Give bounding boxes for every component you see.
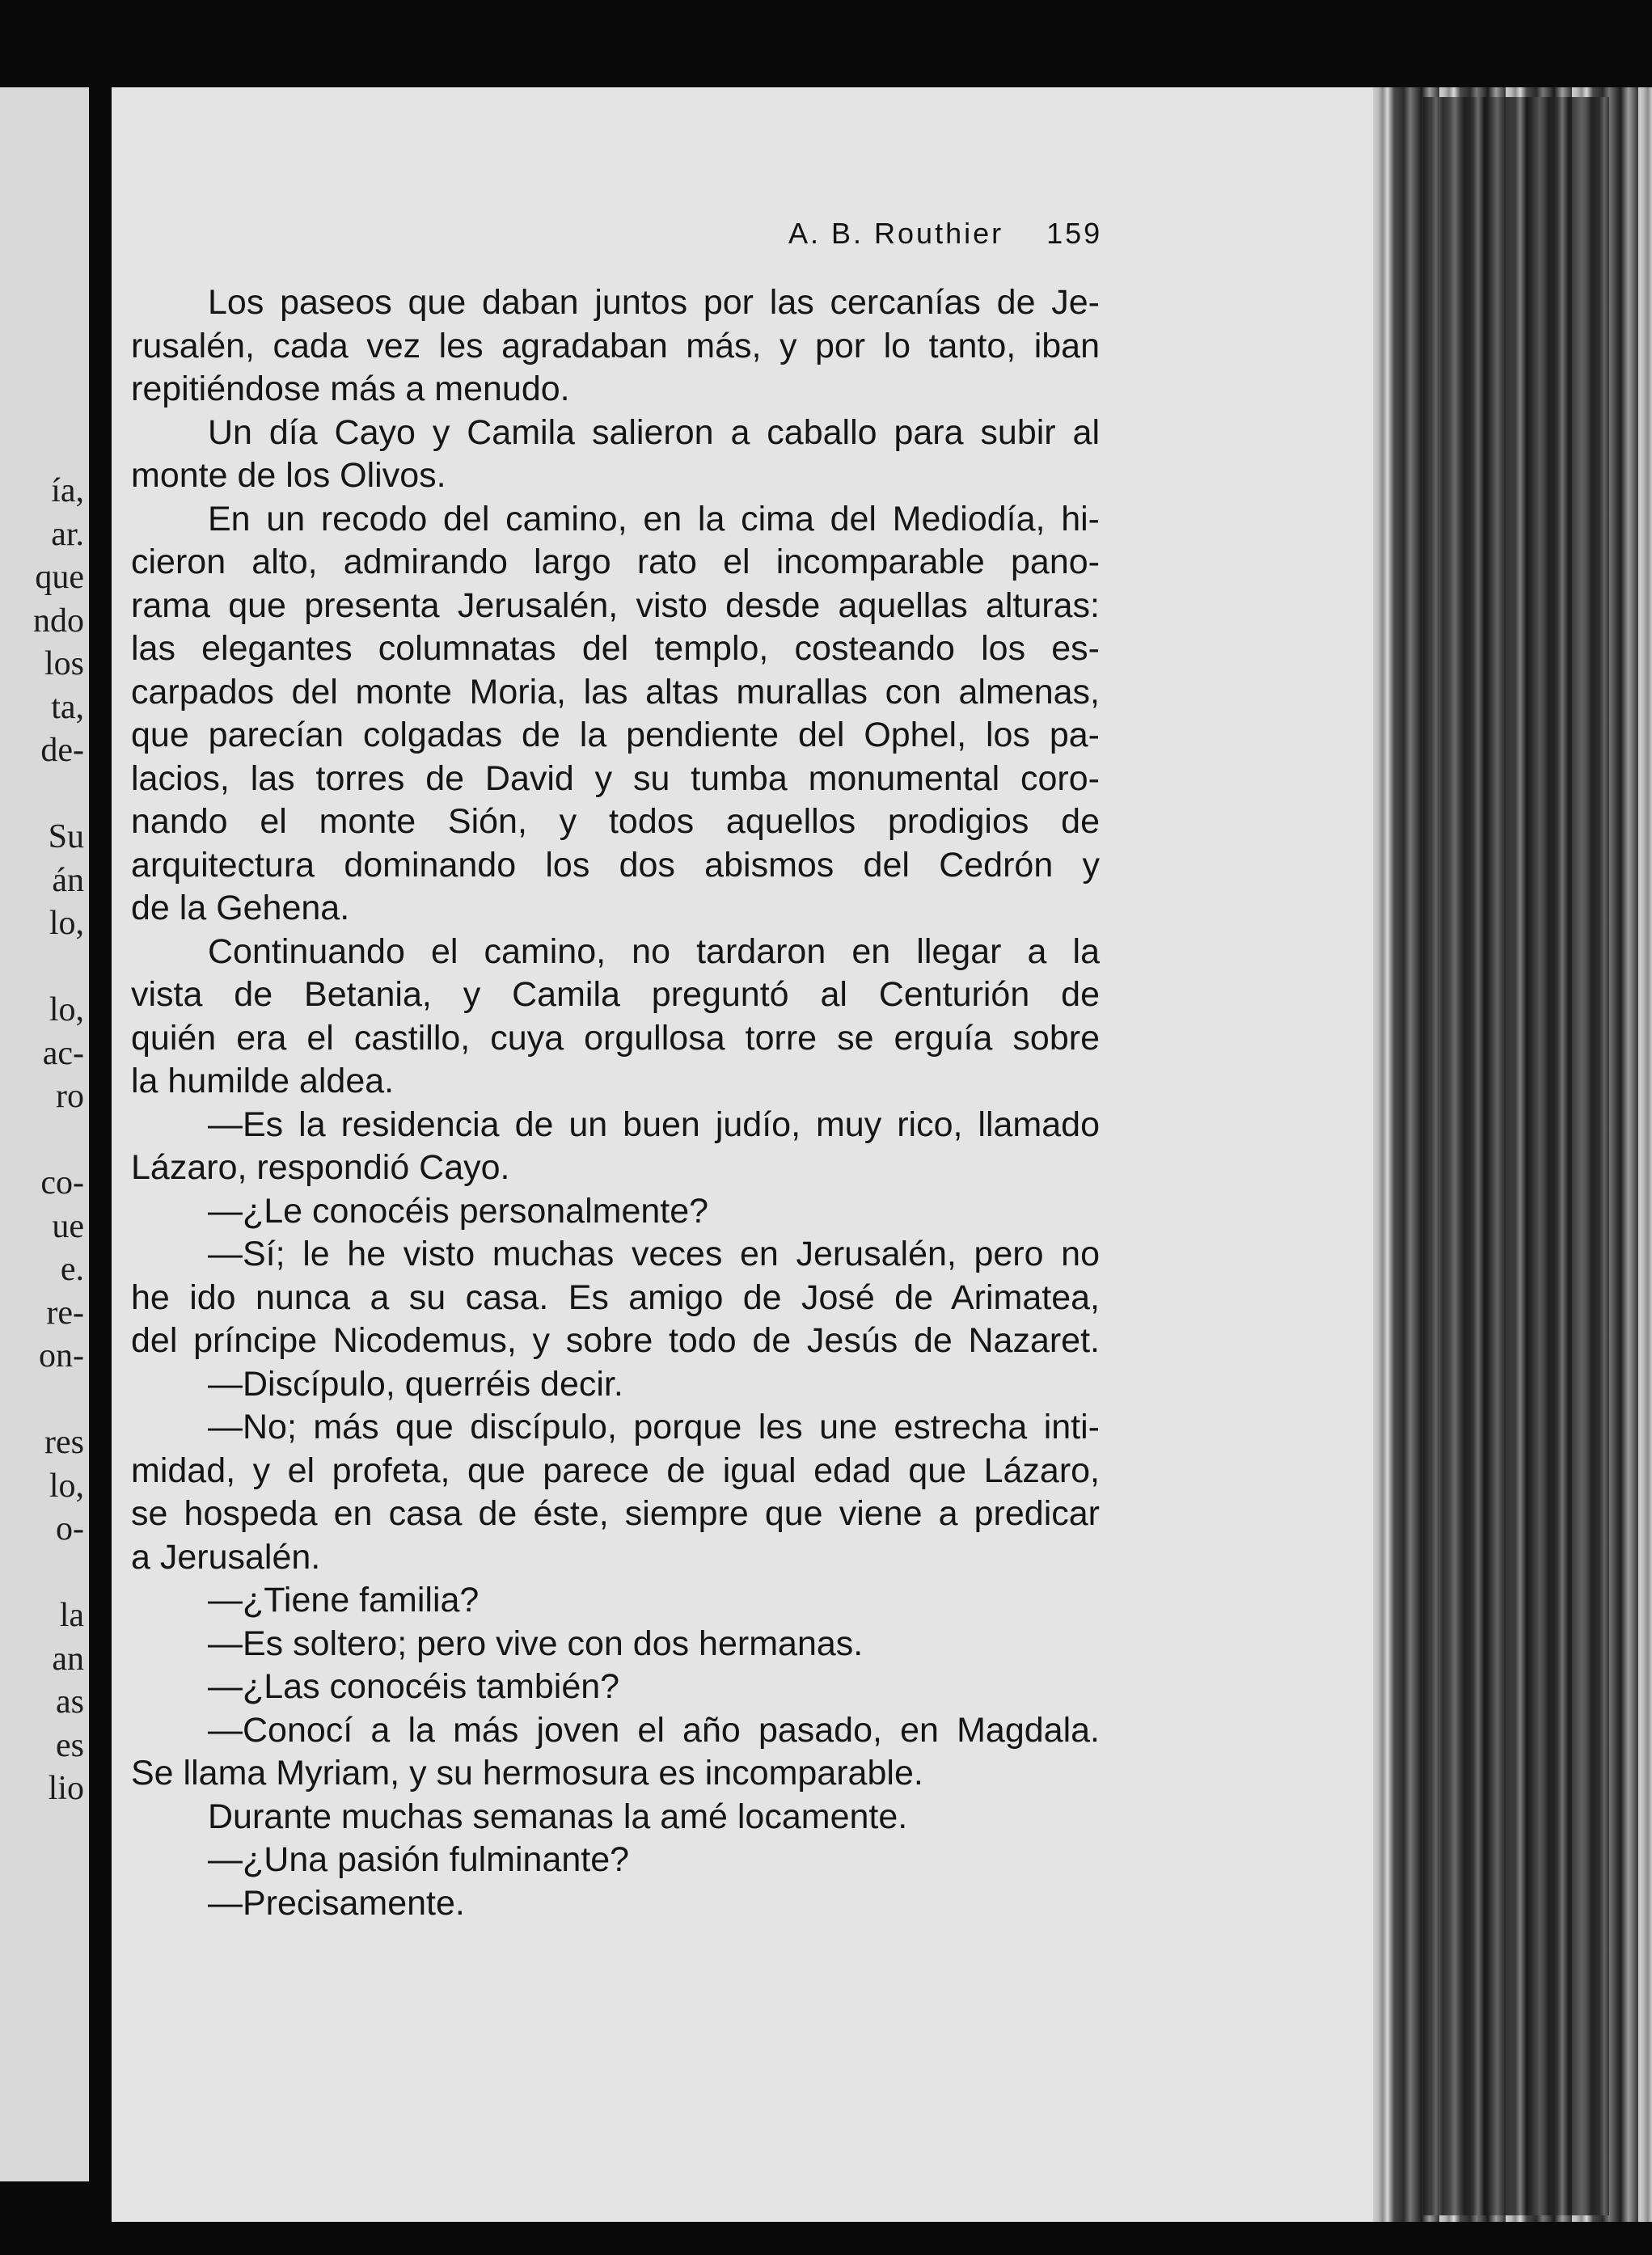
text-line: he ido nunca a su casa. Es amigo de José de Arimatea, [131, 1277, 1100, 1317]
facing-page-fragment: o- [56, 1510, 84, 1548]
text-line: —No; más que discípulo, porque les une estrecha inti- [208, 1408, 1100, 1446]
text-line: —Precisamente. [208, 1883, 465, 1923]
text-line: —¿Una pasión fulminante? [208, 1840, 630, 1879]
text-line: Lázaro, respondió Cayo. [131, 1148, 510, 1187]
text-line: Se llama Myriam, y su hermosura es incomparable. [131, 1754, 923, 1793]
text-line: cieron alto, admirando largo rato el incomparable pano- [131, 543, 1100, 581]
text-line: de la Gehena. [131, 889, 350, 927]
facing-page-fragment: ía, [51, 472, 84, 509]
page-number: 159 [1046, 217, 1103, 250]
text-line: —¿Le conocéis personalmente? [208, 1191, 709, 1231]
facing-page-fragment: co- [40, 1164, 84, 1201]
text-line: Continuando el camino, no tardaron en llegar a la [208, 931, 1100, 971]
facing-page-fragment: on- [39, 1337, 84, 1375]
facing-page-fragment: los [44, 645, 84, 682]
facing-page-fragment: ar. [51, 515, 84, 553]
text-line: —Discípulo, querréis decir. [208, 1364, 623, 1404]
running-head [788, 217, 1102, 251]
facing-page-fragment: res [44, 1424, 84, 1461]
text-line: rusalén, cada vez les agradaban más, y por lo tanto, iban [131, 326, 1100, 365]
facing-page-fragment: de- [40, 732, 84, 769]
text-line: Durante muchas semanas la amé locamente. [208, 1797, 908, 1836]
facing-page-fragment: an [52, 1640, 84, 1678]
facing-page-fragment: es [56, 1726, 84, 1764]
gutter-shadow [89, 87, 112, 2181]
text-line: arquitectura dominando los dos abismos del Cedrón y [131, 845, 1100, 885]
scan-border [0, 2222, 1652, 2255]
text-line: las elegantes columnatas del templo, costeando los es- [131, 629, 1100, 668]
text-line: midad, y el profeta, que parece de igual edad que Lázaro, [131, 1451, 1100, 1490]
facing-page-fragment: lo, [49, 991, 84, 1028]
text-line: Un día Cayo y Camila salieron a caballo para subir al [208, 412, 1100, 452]
text-line: rama que presenta Jerusalén, visto desde aquellas alturas: [131, 585, 1100, 625]
facing-page-fragment: que [35, 559, 84, 596]
text-line: —Es soltero; pero vive con dos hermanas. [208, 1624, 864, 1663]
text-line: a Jerusalén. [131, 1537, 321, 1577]
facing-page-fragment: lo, [49, 905, 84, 942]
facing-page-fragment: as [56, 1683, 84, 1721]
facing-page-fragment: ue [52, 1207, 84, 1245]
facing-page-fragment: la [59, 1597, 84, 1634]
page-edge-shadow [1423, 97, 1609, 2215]
text-line: vista de Betania, y Camila preguntó al Centurión de [131, 975, 1100, 1014]
text-line: —¿Tiene familia? [208, 1581, 480, 1619]
facing-page-fragment: án [52, 861, 84, 899]
text-line: la humilde aldea. [131, 1062, 395, 1100]
text-line: lacios, las torres de David y su tumba monumental coro- [131, 758, 1100, 798]
text-line: repitiéndose más a menudo. [131, 369, 570, 408]
facing-page-fragment: ro [56, 1078, 84, 1115]
text-line: —Sí; le he visto muchas veces en Jerusalén, pero no [208, 1235, 1100, 1273]
text-line: —Conocí a la más joven el año pasado, en Magdala. [208, 1710, 1100, 1750]
text-line: del príncipe Nicodemus, y sobre todo de Jesús de Nazaret. [131, 1321, 1100, 1360]
facing-page-fragment: ta, [51, 688, 84, 726]
text-line: quién era el castillo, cuya orgullosa torre se erguía sobre [131, 1018, 1100, 1058]
text-line: Los paseos que daban juntos por las cercanías de Je- [208, 283, 1100, 322]
facing-page-fragment: Su [48, 818, 84, 855]
facing-page-fragment: re- [46, 1294, 84, 1332]
text-line: que parecían colgadas de la pendiente del Ophel, los pa- [131, 716, 1100, 754]
text-line: En un recodo del camino, en la cima del Mediodía, hi- [208, 499, 1100, 538]
body-text [131, 281, 1100, 1925]
facing-page-fragment: ndo [33, 602, 84, 640]
facing-page-fragment: lio [48, 1770, 84, 1807]
facing-page-fragment: ac- [42, 1034, 84, 1072]
text-line: nando el monte Sión, y todos aquellos prodigios de [131, 802, 1100, 841]
text-line: —Es la residencia de un buen judío, muy rico, llamado [208, 1104, 1100, 1144]
facing-page-edge [0, 87, 89, 2181]
running-head-author: A. B. Routhier [788, 217, 1004, 250]
facing-page-fragment: lo, [49, 1467, 84, 1505]
text-line: se hospeda en casa de éste, siempre que viene a predicar [131, 1494, 1100, 1533]
text-line: —¿Las conocéis también? [208, 1667, 620, 1706]
facing-page-fragment: e. [60, 1251, 84, 1288]
text-line: monte de los Olivos. [131, 456, 446, 495]
text-line: carpados del monte Moria, las altas murallas con almenas, [131, 672, 1100, 712]
